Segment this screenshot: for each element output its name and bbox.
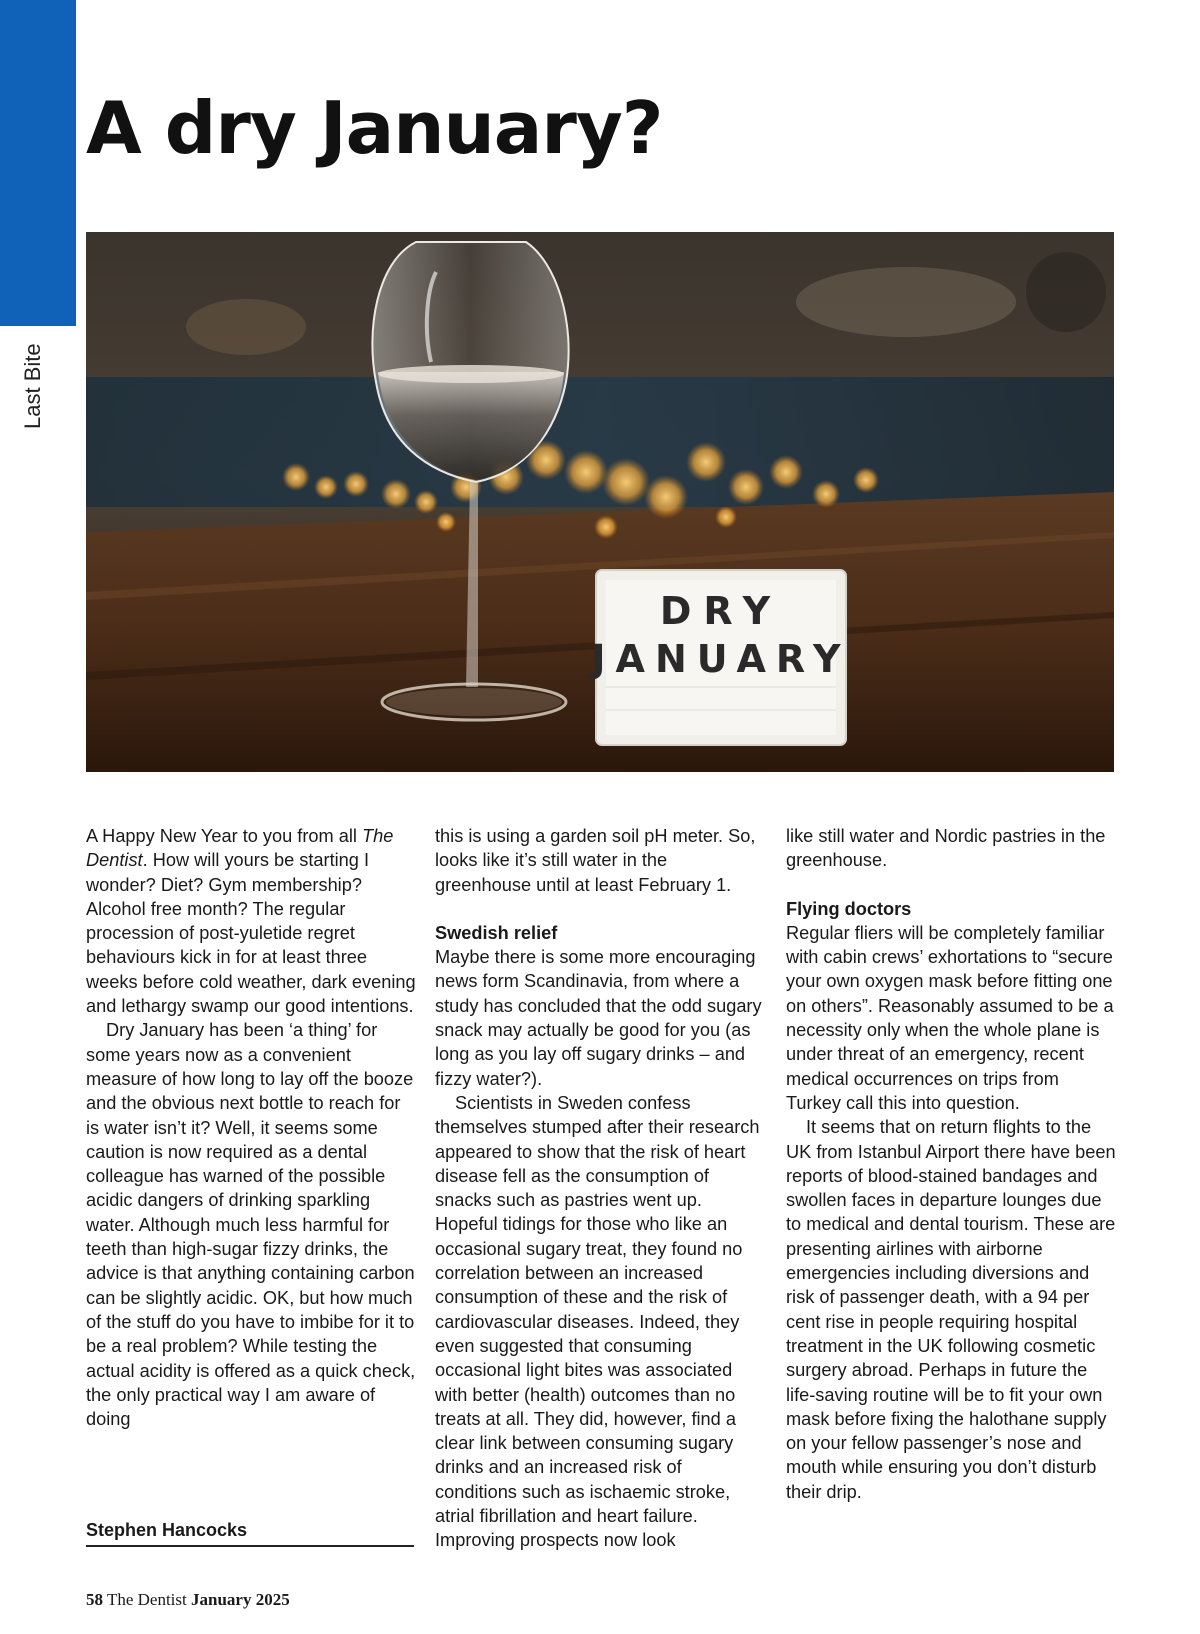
subheading: Flying doctors [786,898,912,919]
paragraph: Maybe there is some more encouraging news form Scandinavia, from where a study has concluded that the odd sugary snack may actually be good for you (as long as you lay off sugary drinks – and fizzy water?). [435,947,762,1089]
subheading: Swedish relief [435,922,558,943]
page-footer [86,1590,290,1610]
article-title: A dry January? [86,86,663,170]
author-byline: Stephen Hancocks [86,1520,414,1547]
section-color-bar [0,0,76,326]
issue-date: January 2025 [191,1590,290,1609]
paragraph: like still water and Nordic pastries in the greenhouse. [786,826,1106,871]
page-number: 58 [86,1590,103,1609]
hero-image [86,232,1114,772]
paragraph: A Happy New Year to you from all The Dentist. How will yours be starting I wonder? Diet? Gym membership? Alcohol free month? The regular procession of post-yuletide regret behaviours kick in for at least three weeks before cold weather, dark evening and lethargy swamp our good intentions. [86,826,416,1017]
sign-line-1: DRY [659,589,783,633]
paragraph: It seems that on return flights to the UK from Istanbul Airport there have been reports of blood-stained bandages and swollen faces in departure lounges due to medical and dental tourism. These are presenting airlines with airborne emergencies including diversions and risk of passenger death, with a 94 per cent rise in people requiring hospital treatment in the UK following cosmetic surgery abroad. Perhaps in future the life-saving routine will be to fit your own mask before fixing the halothane supply on your fellow passenger’s nose and mouth while ensuring you don’t disturb their drip. [786,1117,1116,1502]
paragraph: Scientists in Sweden confess themselves stumped after their research appeared to show that the risk of heart disease fell as the consumption of snacks such as pastries went up. Hopeful tidings for those who like an occasional sugary treat, they found no correlation between an increased consumption of these and the risk of cardiovascular diseases. Indeed, they even suggested that consuming occasional light bites was associated with better (health) outcomes than no treats at all. They did, however, find a clear link between consuming sugary drinks and an increased risk of conditions such as ischaemic stroke, atrial fibrillation and heart failure. Improving prospects now look [435,1092,760,1551]
text-column-3 [786,824,1118,1504]
section-label: Last Bite [20,343,45,429]
paragraph: this is using a garden soil pH meter. So, looks like it’s still water in the greenhouse until at least February 1. [435,826,756,895]
text-column-1 [86,824,418,1431]
sign-line-2: JANUARY [591,637,851,681]
publication-name: The Dentist [106,1590,187,1609]
text-column-2 [435,824,767,1553]
paragraph: Regular fliers will be completely familiar with cabin crews’ exhortations to “secure your own oxygen mask before fitting one on others”. Reasonably assumed to be a necessity only when the whole plane is under threat of an emergency, recent medical occurrences on trips from Turkey call this into question. [786,922,1114,1113]
paragraph: Dry January has been ‘a thing’ for some years now as a convenient measure of how long to lay off the booze and the obvious next bottle to reach for is water isn’t it? Well, it seems some caution is now required as a dental colleague has warned of the possible acidic dangers of drinking sparkling water. Although much less harmful for teeth than high-sugar fizzy drinks, the advice is that anything containing carbon can be slightly acidic. OK, but how much of the stuff do you have to imbibe for it to be a real problem? While testing the actual acidity is offered as a quick check, the only practical way I am aware of doing [86,1020,416,1430]
